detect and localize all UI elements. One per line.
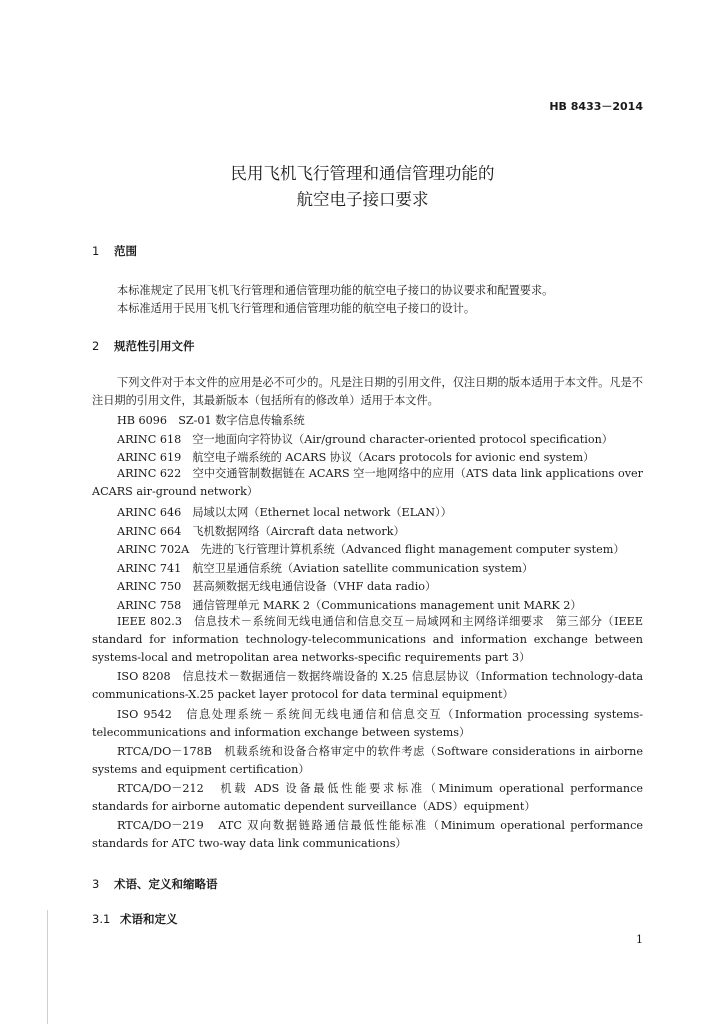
- standard-id: HB 8433－2014: [549, 100, 643, 113]
- section-1-heading: [92, 243, 137, 259]
- reference-item: ARINC 622 空中交通管制数据链在 ACARS 空一地网络中的应用（ATS data link applications over ACARS air-ground network）: [92, 467, 643, 498]
- reference-item: ARINC 619 航空电子端系统的 ACARS 协议（Acars protocols for avionic end system）: [117, 451, 595, 464]
- title-line-1: 民用飞机飞行管理和通信管理功能的: [230, 164, 495, 183]
- section-2-intro: 下列文件对于本文件的应用是必不可少的。凡是注日期的引用文件，仅注日期的版本适用于本文件。凡是不注日期的引用文件，其最新版本（包括所有的修改单）适用于本文件。: [92, 376, 643, 407]
- reference-item: ARINC 618 空一地面向字符协议（Air/ground character-oriented protocol specification）: [117, 433, 613, 446]
- section-2-title: 规范性引用文件: [114, 339, 195, 353]
- reference-item: ARINC 664 飞机数据网络（Aircraft data network）: [117, 525, 405, 538]
- section-1-title: 范围: [114, 244, 137, 258]
- section-1-paragraph: 本标准适用于民用飞机飞行管理和通信管理功能的航空电子接口的设计。: [117, 302, 476, 315]
- reference-item: ARINC 741 航空卫星通信系统（Aviation satellite communication system）: [117, 562, 534, 575]
- page-number: 1: [636, 933, 643, 946]
- section-3-number: 3: [92, 877, 100, 891]
- section-3-heading: [92, 876, 218, 892]
- section-3-1-number: 3.1: [92, 912, 111, 926]
- section-3-title: 术语、定义和缩略语: [114, 877, 218, 891]
- section-3-1-heading: [92, 911, 178, 927]
- section-3-1-title: 术语和定义: [120, 912, 178, 926]
- section-1-number: 1: [92, 244, 100, 258]
- reference-item: IEEE 802.3 信息技术－系统间无线电通信和信息交互－局域网和主网络详细要求 第三部分（IEEE standard for information technology-telecommunications and information exchange between systems-local and metropolitan area networks-specific requirements part 3）: [92, 615, 643, 664]
- binding-edge-line: [47, 910, 48, 1024]
- section-2-number: 2: [92, 339, 100, 353]
- reference-item: ARINC 758 通信管理单元 MARK 2（Communications management unit MARK 2）: [117, 599, 582, 612]
- reference-item: HB 6096 SZ-01 数字信息传输系统: [117, 414, 305, 427]
- reference-item: RTCA/DO－212 机载 ADS 设备最低性能要求标准（Minimum operational performance standards for airborne automatic dependent surveillance（ADS）equipment）: [92, 782, 643, 813]
- section-2-heading: [92, 338, 195, 354]
- reference-item: ARINC 702A 先进的飞行管理计算机系统（Advanced flight management computer system）: [117, 543, 625, 556]
- title-line-2: 航空电子接口要求: [296, 190, 429, 209]
- reference-item: ISO 9542 信息处理系统－系统间无线电通信和信息交互（Information processing systems-telecommunications and information exchange between systems）: [92, 708, 643, 739]
- reference-item: ISO 8208 信息技术－数据通信－数据终端设备的 X.25 信息层协议（Information technology-data communications-X.25 packet layer protocol for data terminal equipment）: [92, 670, 643, 701]
- reference-item: ARINC 646 局域以太网（Ethernet local network（ELAN））: [117, 506, 452, 519]
- reference-item: ARINC 750 甚高频数据无线电通信设备（VHF data radio）: [117, 580, 437, 593]
- reference-item: RTCA/DO－178B 机载系统和设备合格审定中的软件考虑（Software considerations in airborne systems and equipment certification）: [92, 745, 643, 776]
- section-1-paragraph: 本标准规定了民用飞机飞行管理和通信管理功能的航空电子接口的协议要求和配置要求。: [117, 284, 554, 297]
- reference-item: RTCA/DO－219 ATC 双向数据链路通信最低性能标准（Minimum operational performance standards for ATC two-way data link communications）: [92, 819, 643, 850]
